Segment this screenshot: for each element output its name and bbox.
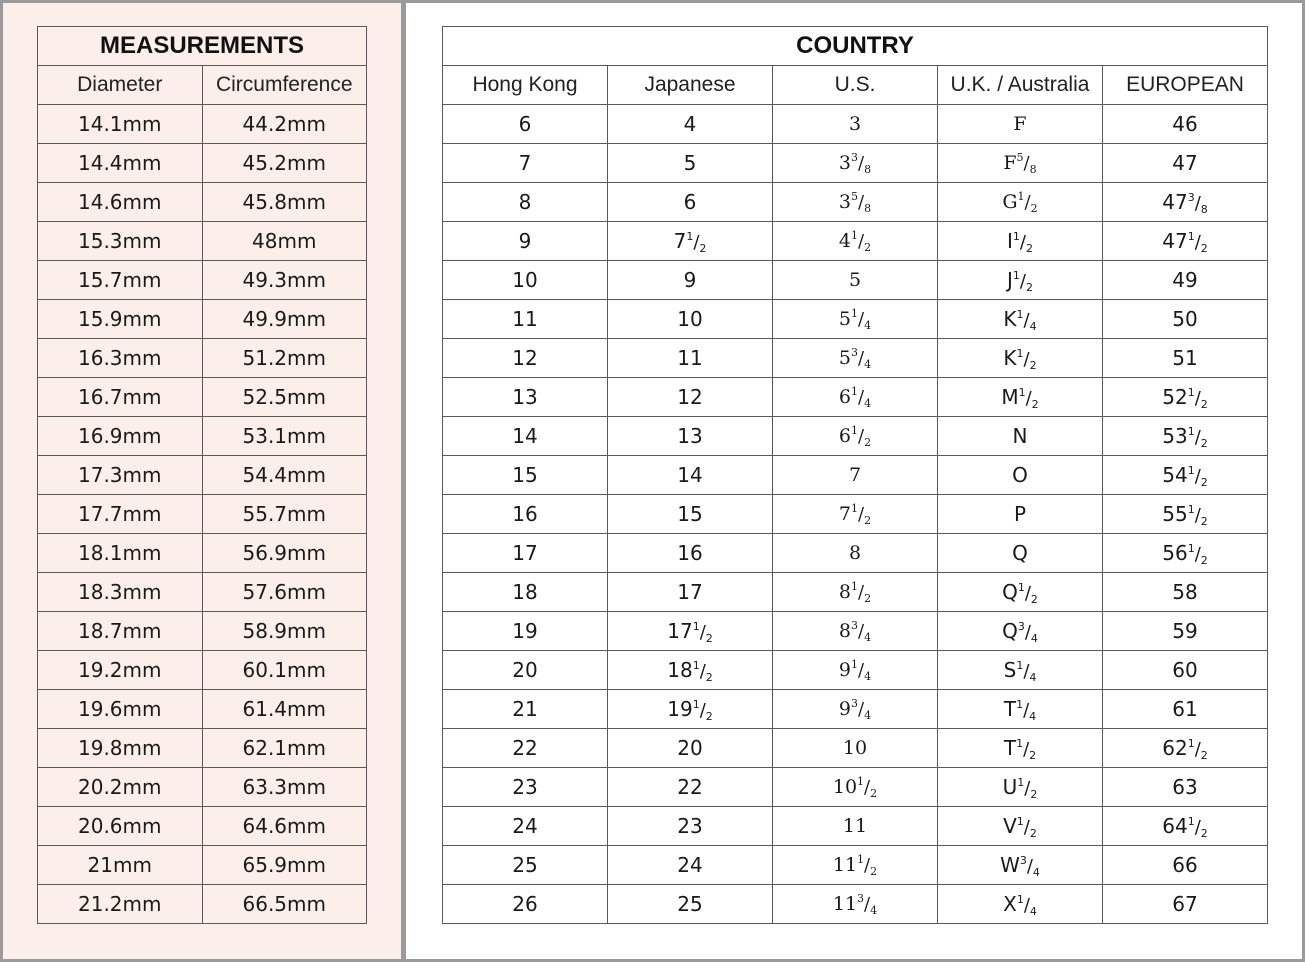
diameter-cell: 18.3mm <box>38 573 203 612</box>
european-cell: 60 <box>1103 651 1268 690</box>
size-row <box>443 261 1268 300</box>
country-body <box>443 105 1268 924</box>
diameter-cell: 20.2mm <box>38 768 203 807</box>
uk-australia-cell: P <box>938 495 1103 534</box>
japanese-cell: 11 <box>608 339 773 378</box>
diameter-cell: 15.9mm <box>38 300 203 339</box>
measurement-row <box>38 768 367 807</box>
uk-australia-cell: $T^1/_4$ <box>938 690 1103 729</box>
uk-australia-cell: F <box>938 105 1103 144</box>
us-cell: $11^1/_2$ <box>773 846 938 885</box>
circumference-cell: 48mm <box>202 222 367 261</box>
measurement-row <box>38 300 367 339</box>
hong-kong-cell: 15 <box>443 456 608 495</box>
diameter-cell: 20.6mm <box>38 807 203 846</box>
uk-australia-cell: $Q^1/_2$ <box>938 573 1103 612</box>
european-header: EUROPEAN <box>1103 66 1268 105</box>
diameter-cell: 14.4mm <box>38 144 203 183</box>
uk-australia-cell: $Q^3/_4$ <box>938 612 1103 651</box>
size-row <box>443 651 1268 690</box>
measurement-row <box>38 885 367 924</box>
european-cell: $55^1/_2$ <box>1103 495 1268 534</box>
us-cell: 10 <box>773 729 938 768</box>
uk-australia-cell: N <box>938 417 1103 456</box>
european-cell: 58 <box>1103 573 1268 612</box>
uk-australia-cell: $G^1/_2$ <box>938 183 1103 222</box>
european-cell: $54^1/_2$ <box>1103 456 1268 495</box>
country-panel <box>406 3 1302 959</box>
uk-australia-cell: $M^1/_2$ <box>938 378 1103 417</box>
european-cell: 49 <box>1103 261 1268 300</box>
european-cell: $52^1/_2$ <box>1103 378 1268 417</box>
european-cell: 51 <box>1103 339 1268 378</box>
circumference-cell: 45.8mm <box>202 183 367 222</box>
diameter-cell: 19.6mm <box>38 690 203 729</box>
hong-kong-cell: 25 <box>443 846 608 885</box>
hong-kong-cell: 6 <box>443 105 608 144</box>
uk-australia-cell: $I^1/_2$ <box>938 222 1103 261</box>
japanese-cell: 22 <box>608 768 773 807</box>
hong-kong-cell: 16 <box>443 495 608 534</box>
diameter-cell: 15.7mm <box>38 261 203 300</box>
european-cell: 50 <box>1103 300 1268 339</box>
european-cell: $56^1/_2$ <box>1103 534 1268 573</box>
size-row <box>443 807 1268 846</box>
japanese-cell: $18^1/_2$ <box>608 651 773 690</box>
diameter-cell: 21mm <box>38 846 203 885</box>
measurement-row <box>38 729 367 768</box>
circumference-cell: 61.4mm <box>202 690 367 729</box>
uk-australia-cell: $K^1/_2$ <box>938 339 1103 378</box>
uk-australia-cell: $W^3/_4$ <box>938 846 1103 885</box>
us-cell: $7^1/_2$ <box>773 495 938 534</box>
circumference-cell: 45.2mm <box>202 144 367 183</box>
japanese-cell: $7^1/_2$ <box>608 222 773 261</box>
circumference-cell: 52.5mm <box>202 378 367 417</box>
japanese-cell: 15 <box>608 495 773 534</box>
japanese-cell: 24 <box>608 846 773 885</box>
diameter-cell: 15.3mm <box>38 222 203 261</box>
measurement-row <box>38 456 367 495</box>
hong-kong-cell: 14 <box>443 417 608 456</box>
us-cell: $8^3/_4$ <box>773 612 938 651</box>
size-row <box>443 768 1268 807</box>
us-cell: $3^3/_8$ <box>773 144 938 183</box>
diameter-cell: 19.2mm <box>38 651 203 690</box>
japanese-cell: 14 <box>608 456 773 495</box>
measurement-row <box>38 105 367 144</box>
us-cell: $4^1/_2$ <box>773 222 938 261</box>
measurement-row <box>38 651 367 690</box>
country-title-row <box>443 27 1268 66</box>
uk-australia-cell: $F^5/_8$ <box>938 144 1103 183</box>
uk-australia-cell: $S^1/_4$ <box>938 651 1103 690</box>
uk-australia-header: U.K. / Australia <box>938 66 1103 105</box>
uk-australia-cell: $V^1/_2$ <box>938 807 1103 846</box>
us-cell: 7 <box>773 456 938 495</box>
japanese-cell: 10 <box>608 300 773 339</box>
european-cell: $53^1/_2$ <box>1103 417 1268 456</box>
circumference-cell: 54.4mm <box>202 456 367 495</box>
circumference-cell: 49.9mm <box>202 300 367 339</box>
uk-australia-cell: O <box>938 456 1103 495</box>
country-header-row <box>443 66 1268 105</box>
size-row <box>443 300 1268 339</box>
circumference-cell: 58.9mm <box>202 612 367 651</box>
measurement-row <box>38 261 367 300</box>
diameter-cell: 18.7mm <box>38 612 203 651</box>
hong-kong-cell: 22 <box>443 729 608 768</box>
european-cell: 59 <box>1103 612 1268 651</box>
european-cell: $64^1/_2$ <box>1103 807 1268 846</box>
hong-kong-cell: 18 <box>443 573 608 612</box>
hong-kong-cell: 12 <box>443 339 608 378</box>
size-row <box>443 456 1268 495</box>
measurement-row <box>38 417 367 456</box>
circumference-cell: 56.9mm <box>202 534 367 573</box>
measurements-header-row <box>38 66 367 105</box>
size-row <box>443 495 1268 534</box>
hong-kong-cell: 9 <box>443 222 608 261</box>
measurement-row <box>38 612 367 651</box>
hong-kong-cell: 23 <box>443 768 608 807</box>
measurement-row <box>38 807 367 846</box>
size-row <box>443 222 1268 261</box>
us-cell: $10^1/_2$ <box>773 768 938 807</box>
size-row <box>443 612 1268 651</box>
us-header: U.S. <box>773 66 938 105</box>
uk-australia-cell: $K^1/_4$ <box>938 300 1103 339</box>
hong-kong-cell: 24 <box>443 807 608 846</box>
measurements-body <box>38 105 367 924</box>
measurement-row <box>38 222 367 261</box>
uk-australia-cell: $X^1/_4$ <box>938 885 1103 924</box>
us-cell: 3 <box>773 105 938 144</box>
us-cell: 11 <box>773 807 938 846</box>
circumference-cell: 49.3mm <box>202 261 367 300</box>
hong-kong-cell: 11 <box>443 300 608 339</box>
measurements-table <box>37 26 367 924</box>
size-row <box>443 573 1268 612</box>
european-cell: $47^3/_8$ <box>1103 183 1268 222</box>
circumference-cell: 63.3mm <box>202 768 367 807</box>
diameter-cell: 14.1mm <box>38 105 203 144</box>
us-cell: $9^3/_4$ <box>773 690 938 729</box>
us-cell: $8^1/_2$ <box>773 573 938 612</box>
european-cell: 67 <box>1103 885 1268 924</box>
measurement-row <box>38 339 367 378</box>
measurements-panel <box>3 3 401 959</box>
hong-kong-cell: 19 <box>443 612 608 651</box>
measurement-row <box>38 690 367 729</box>
japanese-cell: 23 <box>608 807 773 846</box>
diameter-cell: 17.3mm <box>38 456 203 495</box>
measurement-row <box>38 183 367 222</box>
country-title: COUNTRY <box>443 27 1268 66</box>
size-row <box>443 534 1268 573</box>
hong-kong-cell: 8 <box>443 183 608 222</box>
uk-australia-cell: $T^1/_2$ <box>938 729 1103 768</box>
measurement-row <box>38 495 367 534</box>
us-cell: $5^3/_4$ <box>773 339 938 378</box>
european-cell: 61 <box>1103 690 1268 729</box>
circumference-cell: 44.2mm <box>202 105 367 144</box>
diameter-header: Diameter <box>38 66 203 105</box>
circumference-cell: 51.2mm <box>202 339 367 378</box>
diameter-cell: 16.7mm <box>38 378 203 417</box>
size-row <box>443 105 1268 144</box>
measurements-title: MEASUREMENTS <box>38 27 367 66</box>
diameter-cell: 16.9mm <box>38 417 203 456</box>
size-row <box>443 729 1268 768</box>
country-table <box>442 26 1268 924</box>
japanese-cell: 6 <box>608 183 773 222</box>
diameter-cell: 14.6mm <box>38 183 203 222</box>
measurement-row <box>38 534 367 573</box>
european-cell: 46 <box>1103 105 1268 144</box>
japanese-cell: 12 <box>608 378 773 417</box>
hong-kong-cell: 17 <box>443 534 608 573</box>
hong-kong-cell: 20 <box>443 651 608 690</box>
circumference-header: Circumference <box>202 66 367 105</box>
size-row <box>443 183 1268 222</box>
uk-australia-cell: $J^1/_2$ <box>938 261 1103 300</box>
european-cell: $47^1/_2$ <box>1103 222 1268 261</box>
measurement-row <box>38 378 367 417</box>
circumference-cell: 64.6mm <box>202 807 367 846</box>
diameter-cell: 18.1mm <box>38 534 203 573</box>
us-cell: $6^1/_2$ <box>773 417 938 456</box>
us-cell: 5 <box>773 261 938 300</box>
circumference-cell: 57.6mm <box>202 573 367 612</box>
uk-australia-cell: Q <box>938 534 1103 573</box>
japanese-cell: 4 <box>608 105 773 144</box>
circumference-cell: 55.7mm <box>202 495 367 534</box>
size-row <box>443 339 1268 378</box>
measurements-title-row <box>38 27 367 66</box>
european-cell: 63 <box>1103 768 1268 807</box>
diameter-cell: 17.7mm <box>38 495 203 534</box>
us-cell: $5^1/_4$ <box>773 300 938 339</box>
circumference-cell: 62.1mm <box>202 729 367 768</box>
measurement-row <box>38 144 367 183</box>
size-row <box>443 690 1268 729</box>
japanese-cell: 9 <box>608 261 773 300</box>
size-row <box>443 144 1268 183</box>
hong-kong-cell: 26 <box>443 885 608 924</box>
measurement-row <box>38 846 367 885</box>
japanese-header: Japanese <box>608 66 773 105</box>
european-cell: $62^1/_2$ <box>1103 729 1268 768</box>
measurement-row <box>38 573 367 612</box>
size-row <box>443 846 1268 885</box>
hong-kong-cell: 7 <box>443 144 608 183</box>
hong-kong-cell: 10 <box>443 261 608 300</box>
circumference-cell: 65.9mm <box>202 846 367 885</box>
european-cell: 47 <box>1103 144 1268 183</box>
circumference-cell: 53.1mm <box>202 417 367 456</box>
size-row <box>443 378 1268 417</box>
hong-kong-header: Hong Kong <box>443 66 608 105</box>
us-cell: $6^1/_4$ <box>773 378 938 417</box>
us-cell: $9^1/_4$ <box>773 651 938 690</box>
size-row <box>443 417 1268 456</box>
japanese-cell: 13 <box>608 417 773 456</box>
uk-australia-cell: $U^1/_2$ <box>938 768 1103 807</box>
us-cell: $3^5/_8$ <box>773 183 938 222</box>
japanese-cell: 20 <box>608 729 773 768</box>
japanese-cell: 5 <box>608 144 773 183</box>
circumference-cell: 66.5mm <box>202 885 367 924</box>
diameter-cell: 21.2mm <box>38 885 203 924</box>
japanese-cell: $19^1/_2$ <box>608 690 773 729</box>
diameter-cell: 16.3mm <box>38 339 203 378</box>
hong-kong-cell: 21 <box>443 690 608 729</box>
diameter-cell: 19.8mm <box>38 729 203 768</box>
us-cell: $11^3/_4$ <box>773 885 938 924</box>
japanese-cell: $17^1/_2$ <box>608 612 773 651</box>
japanese-cell: 16 <box>608 534 773 573</box>
japanese-cell: 25 <box>608 885 773 924</box>
european-cell: 66 <box>1103 846 1268 885</box>
hong-kong-cell: 13 <box>443 378 608 417</box>
circumference-cell: 60.1mm <box>202 651 367 690</box>
us-cell: 8 <box>773 534 938 573</box>
japanese-cell: 17 <box>608 573 773 612</box>
size-row <box>443 885 1268 924</box>
